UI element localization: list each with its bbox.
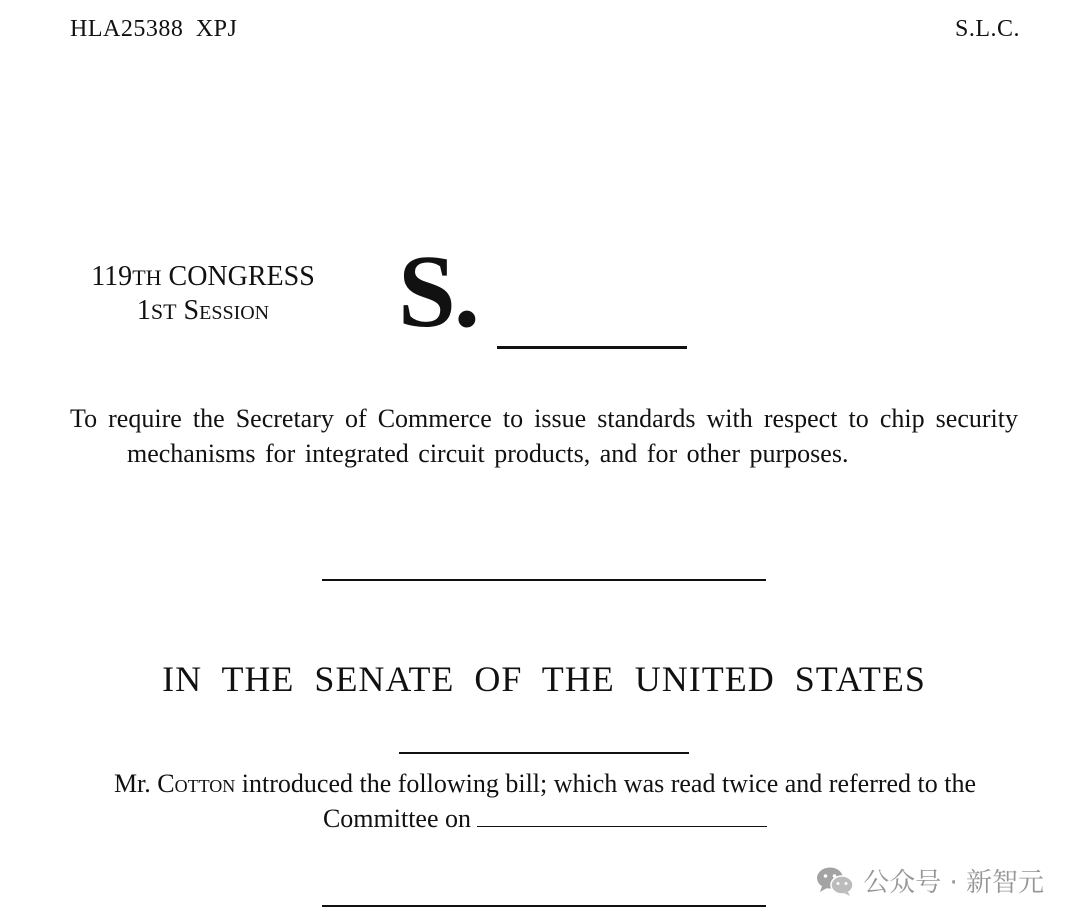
session-ordinal: ST [150, 299, 177, 324]
congress-label: CONGRESS [168, 261, 315, 292]
congress-session-block [70, 260, 336, 328]
divider-rule [322, 579, 766, 581]
session-line [70, 294, 336, 328]
bill-prefix: S. [398, 234, 478, 349]
wechat-icon [815, 865, 855, 897]
slc-mark: S.L.C. [954, 16, 1020, 42]
chamber-heading: IN THE SENATE OF THE UNITED STATES [162, 659, 926, 699]
document-id: HLA25388 XPJ [70, 16, 238, 42]
session-label: Session [183, 295, 270, 326]
divider-rule-bottom [322, 905, 766, 907]
congress-line [70, 260, 336, 294]
committee-blank [477, 804, 767, 827]
bill-number-blank [497, 346, 687, 349]
bill-purpose: To require the Secretary of Commerce to issue standards with respect to chip security mechanisms for integrated circuit products, and for other purposes. [70, 404, 1018, 468]
watermark-text: 公众号 · 新智元 [863, 868, 1044, 898]
sponsor-honorific: Mr. [113, 769, 151, 798]
sponsor-name: Cotton [157, 769, 236, 798]
introduction-statement [70, 766, 1020, 836]
session-number: 1 [136, 295, 151, 326]
watermark [815, 862, 1044, 899]
introduction-text: introduced the following bill; which was read twice and referred to the Committee on [241, 769, 977, 833]
divider-rule-short [399, 752, 689, 754]
congress-ordinal: TH [132, 265, 162, 290]
congress-number: 119 [91, 261, 133, 292]
